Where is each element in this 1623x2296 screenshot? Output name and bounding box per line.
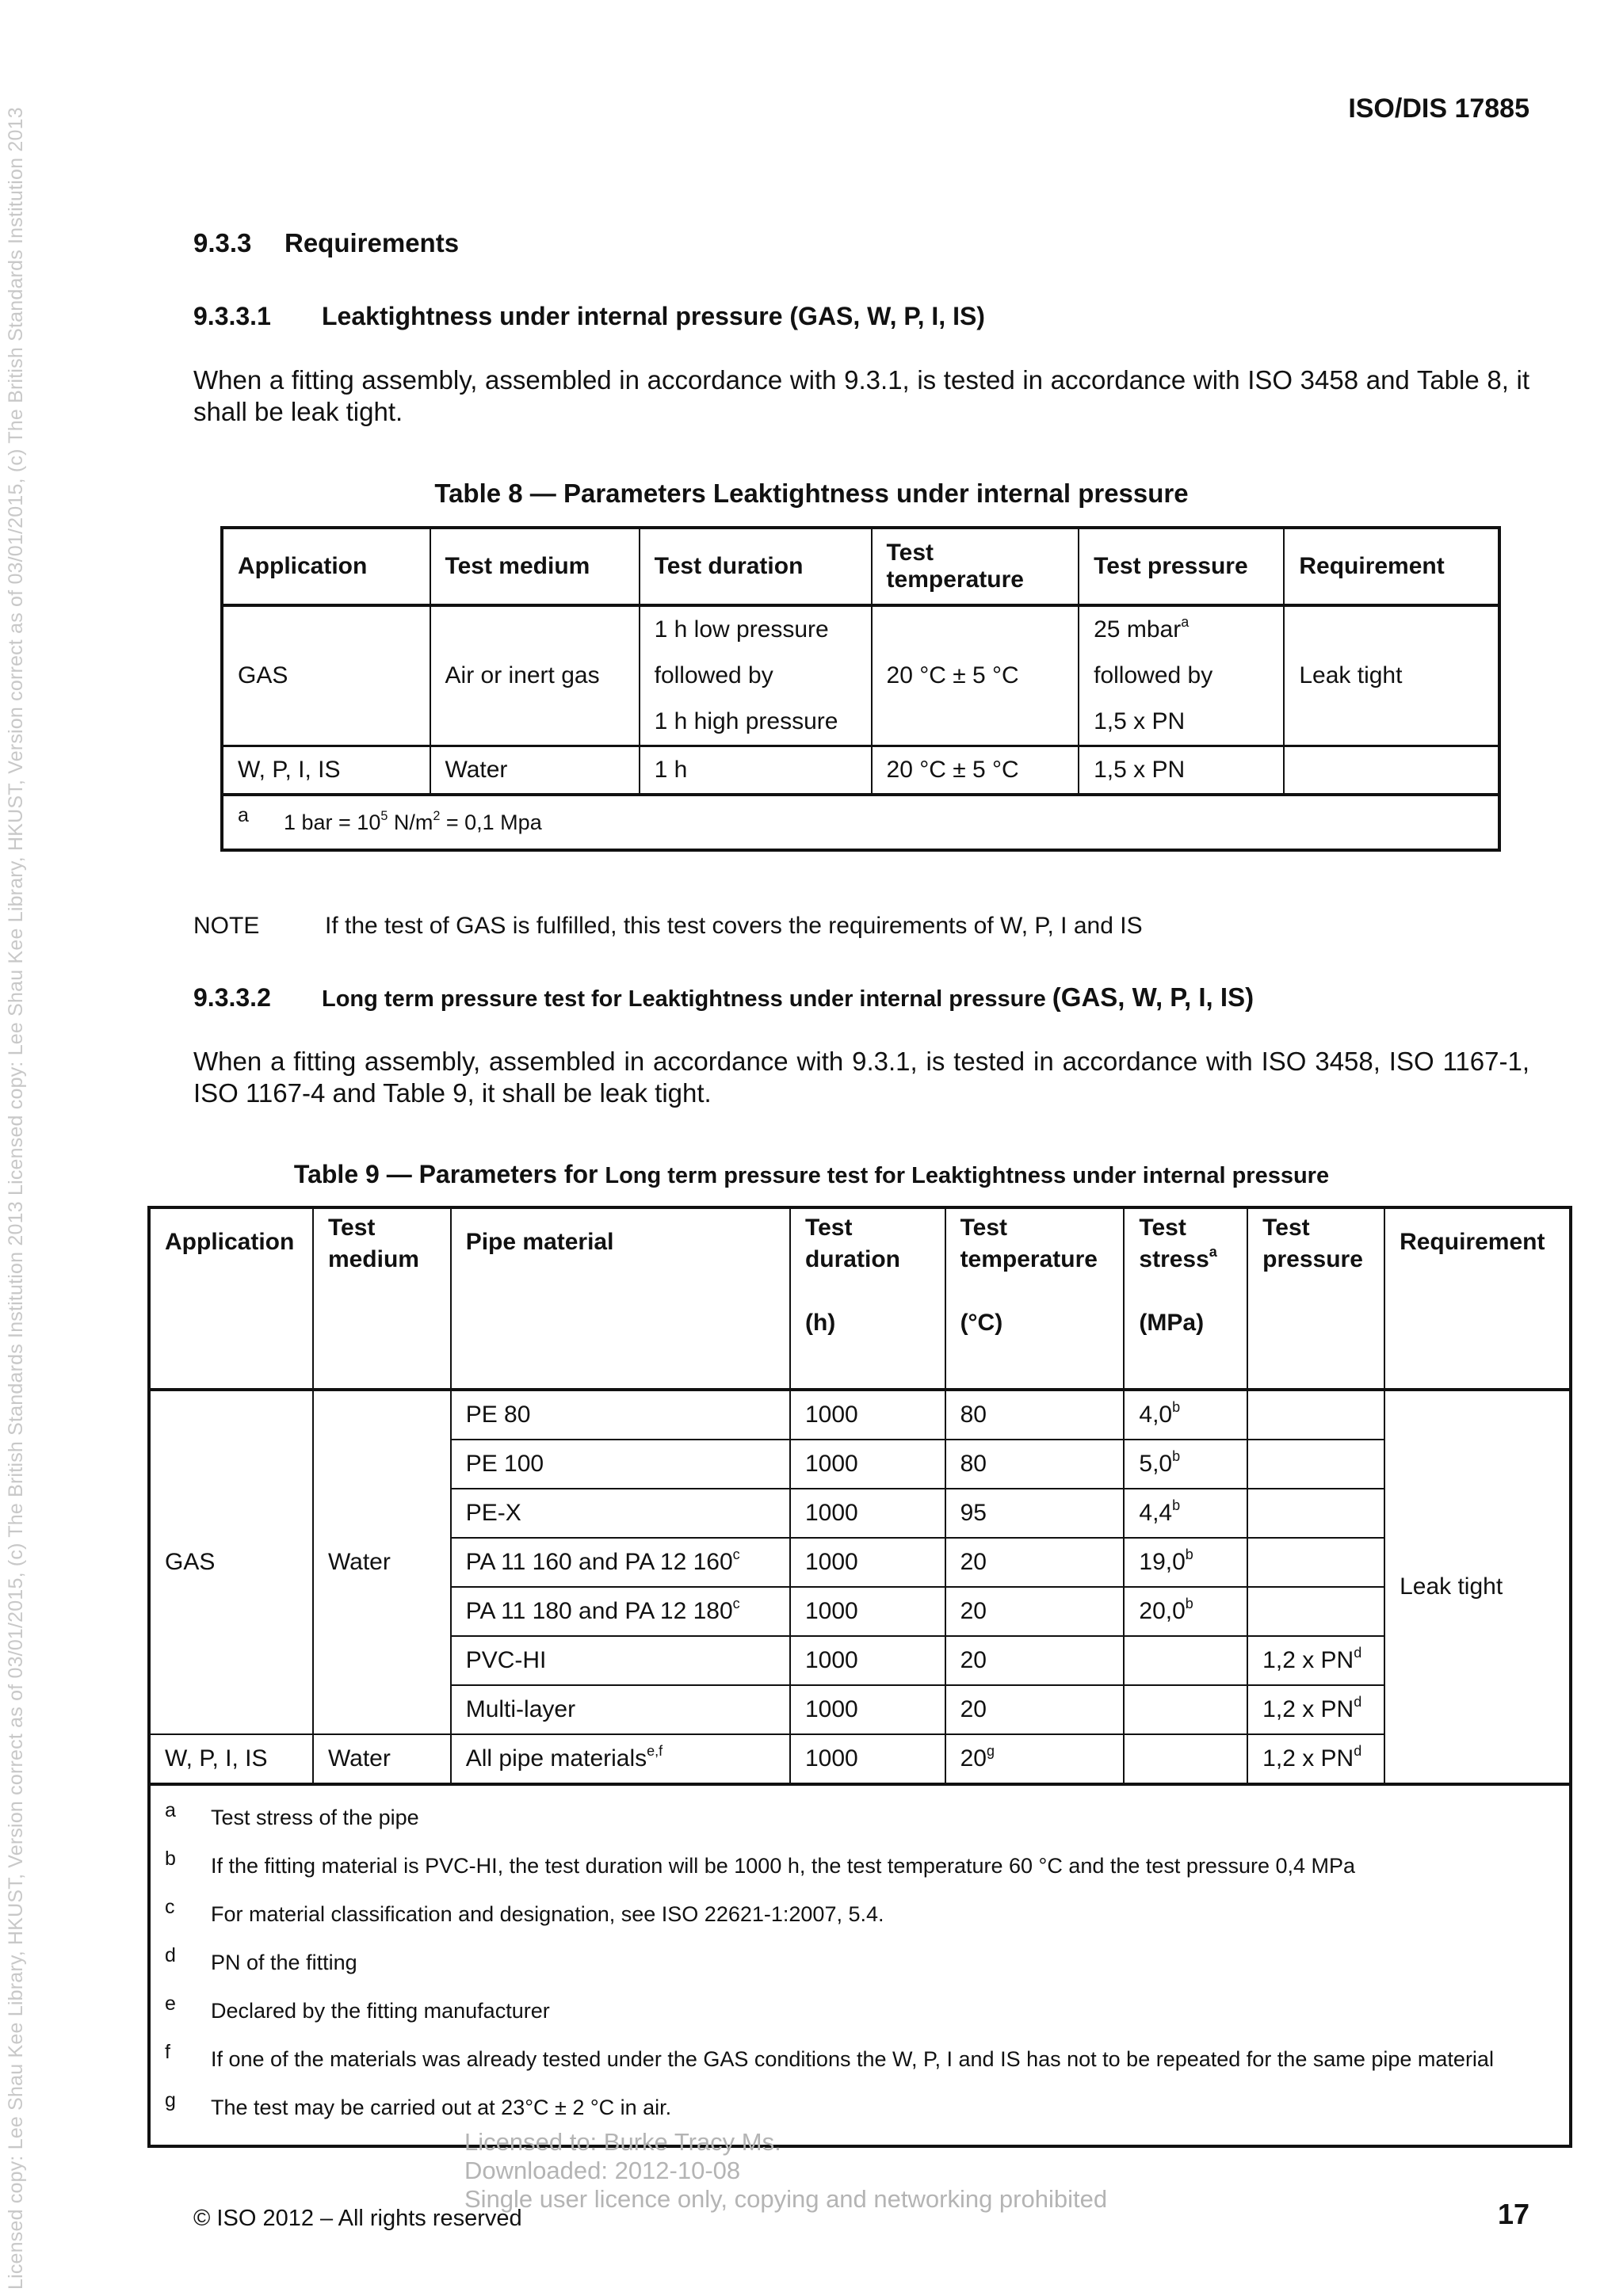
cell-value: PA 11 180 and PA 12 180 [465,1598,733,1624]
application-cell: W, P, I, IS [222,746,430,795]
paragraph-9-3-3-2: When a fitting assembly, assembled in accordance with 9.3.1, is tested in accordance with ISO 3458, ISO 1167-1, ISO 1167-4 and Table 9, it shall be leak tight. [193,1047,1529,1108]
superscript: 2 [433,808,441,823]
medium-cell: Water [430,746,640,795]
cell-value: 4,0 [1139,1402,1173,1428]
footnote [165,2035,1555,2084]
duration-cell: 1 h high pressure [640,699,872,746]
temperature-cell [945,1734,1125,1784]
section-number: 9.3.3 [193,228,252,257]
header-unit: (°C) [960,1310,1003,1336]
stress-cell [1124,1734,1247,1784]
cell-value: PE-X [465,1500,521,1526]
footnote-mark: a [238,803,249,826]
footnote [165,1794,1555,1842]
table-footnotes [149,1784,1571,2146]
table-8-caption: Table 8 — Parameters Leaktightness under internal pressure [434,479,1189,508]
temperature-cell: 80 [945,1440,1125,1489]
header-cell [790,1207,945,1390]
footnote-mark: b [1172,1497,1181,1514]
section-title-suffix: (GAS, W, P, I, IS) [1052,982,1254,1012]
duration-cell: 1000 [790,1489,945,1538]
duration-cell: 1000 [790,1440,945,1489]
material-cell [451,1390,790,1440]
cell-value: All pipe materials [465,1745,647,1772]
footnote-mark: g [986,1743,995,1760]
medium-cell: Water [313,1390,451,1734]
footnote-mark: b [1185,1596,1193,1612]
footnote-mark: f [165,2041,170,2063]
footnote-mark: e [165,1993,176,2015]
footnote-mark: c [732,1596,740,1612]
duration-cell: 1 h [640,746,872,795]
pressure-cell [1247,1734,1384,1784]
cell-value: PVC-HI [465,1647,547,1673]
licence-line: Downloaded: 2012-10-08 [464,2157,741,2184]
pressure-cell [1247,1440,1384,1489]
footnote-mark: c [165,1896,175,1918]
application-cell: W, P, I, IS [149,1734,313,1784]
stress-cell [1124,1390,1247,1440]
header-cell: Application [222,528,430,605]
table-9 [147,1206,1572,2148]
temperature-cell: 20 °C ± 5 °C [872,746,1079,795]
application-cell: GAS [222,605,430,746]
cell-value: 1,2 x PN [1262,1745,1354,1772]
licence-stamp [464,2128,1107,2214]
stress-cell [1124,1587,1247,1636]
footnote-mark: g [165,2089,176,2111]
footnote-text: For material classification and designation, see ISO 22621-1:2007, 5.4. [211,1902,884,1926]
pressure-cell: 1,5 x PN [1079,699,1284,746]
footnote-text: If the fitting material is PVC-HI, the test duration will be 1000 h, the test temperature 60 °C and the test pressure 0,4 MPa [211,1854,1356,1878]
footnote-text: Test stress of the pipe [211,1806,419,1829]
footnote-mark: d [165,1944,176,1966]
document-id: ISO/DIS 17885 [1348,93,1529,124]
section-title: Requirements [285,228,460,257]
table-footnote [222,795,1499,850]
footnote-mark: b [1185,1547,1193,1563]
header-cell: Test medium [313,1207,451,1390]
footnote-mark: d [1354,1645,1362,1661]
temperature-cell: 20 °C ± 5 °C [872,605,1079,746]
duration-cell: 1000 [790,1734,945,1784]
footnote [165,1890,1555,1939]
section-title: Leaktightness under internal pressure (GAS, W, P, I, IS) [322,302,985,330]
footnote-text: 1 bar = 10 [284,810,381,834]
temperature-cell: 20 [945,1538,1125,1587]
section-number: 9.3.3.2 [193,983,271,1012]
temperature-cell: 20 [945,1636,1125,1685]
cell-value: PE 80 [465,1402,531,1428]
pressure-cell: 1,5 x PN [1079,746,1284,795]
requirement-cell: Leak tight [1384,1390,1571,1784]
footnote [165,1842,1555,1890]
header-cell: Test duration [640,528,872,605]
pressure-cell [1079,605,1284,653]
header-cell: Test pressure [1079,528,1284,605]
header-label: Test temperature [960,1215,1098,1272]
table-header-row [149,1207,1571,1390]
material-cell [451,1636,790,1685]
header-cell: Test pressure [1247,1207,1384,1390]
cell-value: 4,4 [1139,1500,1173,1526]
temperature-cell: 80 [945,1390,1125,1440]
cell-value: PA 11 160 and PA 12 160 [465,1549,733,1575]
footnote-text: Declared by the fitting manufacturer [211,1999,550,2023]
footnote-mark: e,f [647,1743,663,1760]
superscript: 5 [380,808,388,823]
footnote-mark: b [1172,1448,1181,1465]
footnote-text: N/m [388,810,433,834]
stress-cell [1124,1636,1247,1685]
stress-cell [1124,1685,1247,1734]
medium-cell: Water [313,1734,451,1784]
footnote-text: PN of the fitting [211,1951,357,1974]
duration-cell: 1 h low pressure [640,605,872,653]
pressure-cell: followed by [1079,653,1284,699]
material-cell [451,1685,790,1734]
footnote [165,1987,1555,2035]
page-number: 17 [1497,2198,1529,2230]
stress-cell [1124,1489,1247,1538]
duration-cell: 1000 [790,1538,945,1587]
material-cell [451,1734,790,1784]
table-header-row [222,528,1499,605]
pressure-cell [1247,1587,1384,1636]
pressure-cell [1247,1538,1384,1587]
footnote-text: = 0,1 Mpa [440,810,542,834]
header-cell [945,1207,1125,1390]
header-cell: Application [149,1207,313,1390]
requirement-cell: Leak tight [1284,605,1499,746]
note-text: If the test of GAS is fulfilled, this test covers the requirements of W, P, I and IS [325,913,1143,939]
copyright: © ISO 2012 – All rights reserved [193,2206,522,2231]
section-heading-9-3-3-1 [193,302,985,331]
cell-value: 5,0 [1139,1451,1173,1477]
cell-value: 20,0 [1139,1598,1186,1624]
material-cell [451,1489,790,1538]
header-cell: Requirement [1384,1207,1571,1390]
section-heading-9-3-3 [193,228,459,258]
footnote-text: The test may be carried out at 23°C ± 2 °C in air. [211,2096,672,2119]
footnote-mark: c [732,1547,740,1563]
footnote-mark: b [165,1848,176,1870]
header-label: Test duration [804,1215,900,1272]
licence-line: Licensed to: Burke Tracy Ms. [464,2128,781,2156]
header-unit: (h) [804,1310,836,1336]
cell-value: Multi-layer [465,1696,576,1722]
cell-value: 20 [960,1745,987,1772]
note-label: NOTE [193,913,260,939]
caption-suffix: Long term pressure test for Leaktightness under internal pressure [605,1163,1330,1188]
table-8 [220,526,1501,852]
pressure-value: 25 mbar [1094,616,1182,643]
cell-value: PE 100 [465,1451,544,1477]
paragraph-9-3-3-1: When a fitting assembly, assembled in accordance with 9.3.1, is tested in accordance with ISO 3458 and Table 8, it shall be leak tight. [193,365,1529,426]
table-footnote-row [222,795,1499,850]
cell-value: 19,0 [1139,1549,1186,1575]
table-9-caption [0,1160,1623,1189]
stress-cell [1124,1538,1247,1587]
duration-cell: 1000 [790,1685,945,1734]
pressure-cell [1247,1390,1384,1440]
medium-cell: Air or inert gas [430,605,640,746]
note [193,913,1143,940]
table-row [149,1734,1571,1784]
footnote-mark: a [1209,1244,1217,1261]
cell-value: 1,2 x PN [1262,1696,1354,1722]
caption-prefix: Table 9 — Parameters for [293,1160,605,1188]
header-cell: Test temperature [872,528,1079,605]
table-row [149,1390,1571,1440]
material-cell [451,1587,790,1636]
section-number: 9.3.3.1 [193,302,271,330]
duration-cell: 1000 [790,1587,945,1636]
footnote-text: If one of the materials was already tested under the GAS conditions the W, P, I and IS has not to be repeated for the same pipe material [211,2047,1494,2071]
temperature-cell: 20 [945,1685,1125,1734]
temperature-cell: 20 [945,1587,1125,1636]
footnote-mark: d [1354,1743,1362,1760]
pressure-cell [1247,1489,1384,1538]
table-row [222,746,1499,795]
header-cell: Test medium [430,528,640,605]
section-title: Long term pressure test for Leaktightness under internal pressure [322,986,1052,1012]
material-cell [451,1440,790,1489]
application-cell: GAS [149,1390,313,1734]
pressure-cell [1247,1685,1384,1734]
footnote-mark: a [1181,614,1190,631]
temperature-cell: 95 [945,1489,1125,1538]
duration-cell: 1000 [790,1390,945,1440]
header-unit: (MPa) [1139,1310,1205,1336]
duration-cell: 1000 [790,1636,945,1685]
footnote [165,2084,1555,2132]
stress-cell [1124,1440,1247,1489]
cell-value: 1,2 x PN [1262,1647,1354,1673]
material-cell [451,1538,790,1587]
header-cell: Requirement [1284,528,1499,605]
section-heading-9-3-3-2 [193,982,1254,1013]
duration-cell: followed by [640,653,872,699]
footnote [165,1939,1555,1987]
table-footnote-row [149,1784,1571,2146]
header-cell: Pipe material [451,1207,790,1390]
table-row [222,605,1499,653]
header-label: Test stress [1139,1215,1209,1272]
header-cell [1124,1207,1247,1390]
requirement-cell [1284,746,1499,795]
licence-line: Single user licence only, copying and networking prohibited [464,2185,1108,2213]
footnote-mark: a [165,1799,176,1821]
pressure-cell [1247,1636,1384,1685]
side-watermark: Licensed copy: Lee Shau Kee Library, HKUST, Version correct as of 03/01/2015, (c) The British Standards Institution 2013 Licensed copy: Lee Shau Kee Library, HKUST, Version correct as of 03/01/2015, (c) The British Standards Institution 2013 [5,107,27,2290]
footnote-mark: b [1172,1399,1181,1416]
footnote-mark: d [1354,1694,1362,1711]
